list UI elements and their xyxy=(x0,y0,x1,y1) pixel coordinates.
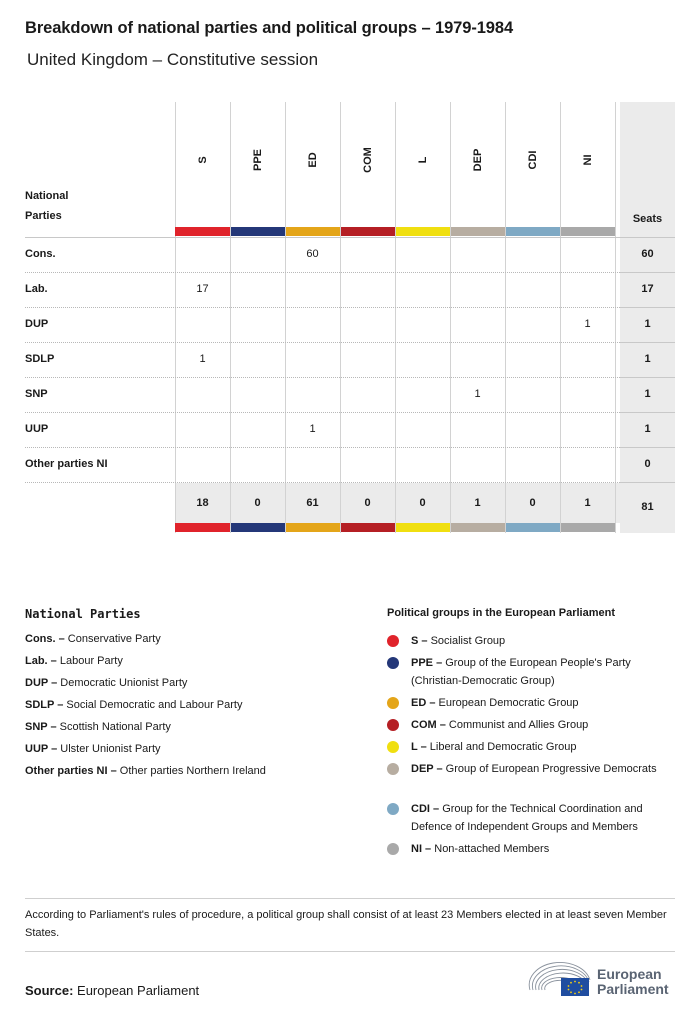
national-party-legend-item xyxy=(25,743,161,755)
party-abbr: UUP – xyxy=(25,743,58,755)
party-abbr: DUP – xyxy=(25,677,58,689)
group-abbr: ED – xyxy=(411,697,436,709)
group-color-bar xyxy=(231,523,285,532)
group-legend-text xyxy=(387,716,677,734)
party-name: Conservative Party xyxy=(67,633,161,645)
political-groups-legend-heading: Political groups in the European Parliament xyxy=(387,607,615,619)
row-divider-seats xyxy=(620,272,675,273)
row-divider xyxy=(25,447,620,448)
row-seats-value: 1 xyxy=(644,353,651,365)
party-abbr: SDLP – xyxy=(25,699,64,711)
group-legend-text xyxy=(387,738,677,756)
political-group-legend-item xyxy=(387,800,677,836)
seats-header: Seats xyxy=(632,213,663,225)
row-seats-value: 17 xyxy=(641,283,654,295)
group-name: Socialist Group xyxy=(430,635,506,647)
table-cell: 1 xyxy=(199,353,206,365)
group-header-ed xyxy=(285,102,340,227)
national-party-legend-item xyxy=(25,655,123,667)
table-cell: 1 xyxy=(474,388,481,400)
group-name: Group for the Technical Coordination and Defence of Independent Groups and Members xyxy=(411,803,643,833)
page-subtitle: United Kingdom – Constitutive session xyxy=(27,50,319,69)
row-divider xyxy=(25,412,620,413)
row-party-label: UUP xyxy=(25,423,49,435)
group-color-bar xyxy=(451,523,505,532)
group-code: DEP xyxy=(471,148,484,172)
table-cell: 17 xyxy=(196,283,209,295)
party-abbr: SNP – xyxy=(25,721,57,733)
national-parties-header: National Parties xyxy=(25,190,69,222)
group-total-value: 0 xyxy=(419,497,426,509)
group-name: Non-attached Members xyxy=(434,843,550,855)
group-color-dot xyxy=(387,635,399,647)
group-header-dep xyxy=(450,102,505,227)
group-legend-text xyxy=(387,632,677,650)
logo-text: European Parliament xyxy=(597,966,669,997)
political-group-legend-item xyxy=(387,840,677,858)
row-seats-value: 1 xyxy=(644,423,651,435)
row-party-label: DUP xyxy=(25,318,49,330)
group-color-bar xyxy=(561,227,615,236)
group-total-value: 1 xyxy=(474,497,481,509)
national-party-legend-item xyxy=(25,677,187,689)
political-group-legend-item xyxy=(387,716,677,734)
source-line xyxy=(25,983,199,998)
column-divider xyxy=(615,102,616,533)
group-color-bar xyxy=(286,227,340,236)
group-name: Liberal and Democratic Group xyxy=(429,741,577,753)
group-color-bar xyxy=(341,227,395,236)
party-name: Democratic Unionist Party xyxy=(60,677,188,689)
political-group-legend-item xyxy=(387,760,677,778)
row-party-label: SNP xyxy=(25,388,48,400)
group-code: L xyxy=(416,156,429,164)
divider xyxy=(25,898,675,899)
group-name: Group of European Progressive Democrats xyxy=(445,763,657,775)
political-group-legend-item xyxy=(387,738,677,756)
group-color-bar xyxy=(231,227,285,236)
row-seats-value: 0 xyxy=(644,458,651,470)
source-value: European Parliament xyxy=(77,983,200,998)
row-divider xyxy=(25,342,620,343)
party-name: Ulster Unionist Party xyxy=(60,743,161,755)
group-color-dot xyxy=(387,843,399,855)
row-seats-value: 1 xyxy=(644,388,651,400)
group-color-dot xyxy=(387,719,399,731)
political-group-legend-item xyxy=(387,654,677,690)
group-abbr: NI – xyxy=(411,843,432,855)
row-divider-seats xyxy=(620,342,675,343)
group-header-s xyxy=(175,102,230,227)
party-name: Other parties Northern Ireland xyxy=(119,765,266,777)
row-divider xyxy=(25,307,620,308)
divider xyxy=(25,951,675,952)
group-name: Communist and Allies Group xyxy=(448,719,589,731)
group-abbr: COM – xyxy=(411,719,446,731)
group-name: Group of the European People's Party (Christian-Democratic Group) xyxy=(411,657,631,687)
group-header-com xyxy=(340,102,395,227)
group-total-value: 18 xyxy=(196,497,209,509)
source-label: Source: xyxy=(25,983,74,998)
header-rule xyxy=(25,237,675,238)
row-divider xyxy=(25,377,620,378)
row-divider xyxy=(25,272,620,273)
group-color-bar xyxy=(451,227,505,236)
group-color-dot xyxy=(387,657,399,669)
group-legend-text xyxy=(387,694,677,712)
group-code: COM xyxy=(361,147,374,173)
group-total-value: 0 xyxy=(364,497,371,509)
group-color-dot xyxy=(387,803,399,815)
group-code: CDI xyxy=(526,150,539,170)
row-seats-value: 60 xyxy=(641,248,654,260)
group-color-bar xyxy=(506,523,560,532)
group-name: European Democratic Group xyxy=(438,697,579,709)
row-divider-seats xyxy=(620,482,675,483)
group-abbr: L – xyxy=(411,741,427,753)
row-divider-seats xyxy=(620,377,675,378)
group-header-cdi xyxy=(505,102,560,227)
group-total-value: 0 xyxy=(254,497,261,509)
group-abbr: DEP – xyxy=(411,763,443,775)
group-code: PPE xyxy=(251,148,264,172)
national-party-legend-item xyxy=(25,699,242,711)
group-total-value: 0 xyxy=(529,497,536,509)
group-abbr: CDI – xyxy=(411,803,440,815)
breakdown-table xyxy=(25,102,675,533)
total-seats-value: 81 xyxy=(641,501,654,513)
table-cell: 60 xyxy=(306,248,319,260)
group-legend-text xyxy=(387,654,677,690)
row-party-label: SDLP xyxy=(25,353,55,365)
group-color-bar xyxy=(396,523,450,532)
group-color-dot xyxy=(387,763,399,775)
european-parliament-logo xyxy=(527,960,677,1000)
group-legend-text xyxy=(387,760,677,778)
table-cell: 1 xyxy=(309,423,316,435)
group-header-ppe xyxy=(230,102,285,227)
political-group-legend-item xyxy=(387,632,677,650)
political-group-legend-item xyxy=(387,694,677,712)
row-party-label: Cons. xyxy=(25,248,56,260)
group-color-dot xyxy=(387,697,399,709)
party-name: Scottish National Party xyxy=(59,721,171,733)
party-abbr: Other parties NI – xyxy=(25,765,117,777)
group-code: NI xyxy=(581,154,594,166)
national-party-legend-item xyxy=(25,633,161,645)
row-divider xyxy=(25,482,620,483)
national-parties-legend-heading: National Parties xyxy=(25,607,141,621)
group-legend-text xyxy=(387,800,677,836)
group-abbr: PPE – xyxy=(411,657,443,669)
party-name: Labour Party xyxy=(59,655,123,667)
group-color-bar xyxy=(175,523,230,532)
group-color-bar xyxy=(396,227,450,236)
row-divider-seats xyxy=(620,447,675,448)
party-name: Social Democratic and Labour Party xyxy=(66,699,243,711)
party-abbr: Lab. – xyxy=(25,655,57,667)
group-color-bar xyxy=(341,523,395,532)
row-party-label: Other parties NI xyxy=(25,458,108,470)
table-cell: 1 xyxy=(584,318,591,330)
group-header-l xyxy=(395,102,450,227)
group-total-value: 1 xyxy=(584,497,591,509)
rules-note: According to Parliament's rules of procedure, a political group shall consist of at least 23 Members elected in at least seven Member States. xyxy=(25,909,667,939)
group-legend-text xyxy=(387,840,677,858)
row-party-label: Lab. xyxy=(25,283,48,295)
group-color-dot xyxy=(387,741,399,753)
group-color-bar xyxy=(175,227,230,236)
row-seats-value: 1 xyxy=(644,318,651,330)
page-title: Breakdown of national parties and political groups – 1979-1984 xyxy=(25,19,514,37)
group-color-bar xyxy=(506,227,560,236)
group-code: ED xyxy=(306,152,319,168)
parliament-hemicycle-icon xyxy=(527,960,593,1000)
group-total-value: 61 xyxy=(306,497,319,509)
national-party-legend-item xyxy=(25,765,266,777)
group-abbr: S – xyxy=(411,635,428,647)
row-divider-seats xyxy=(620,307,675,308)
group-code: S xyxy=(196,156,209,164)
row-divider-seats xyxy=(620,412,675,413)
group-header-ni xyxy=(560,102,615,227)
party-abbr: Cons. – xyxy=(25,633,65,645)
group-color-bar xyxy=(561,523,615,532)
national-party-legend-item xyxy=(25,721,171,733)
group-color-bar xyxy=(286,523,340,532)
